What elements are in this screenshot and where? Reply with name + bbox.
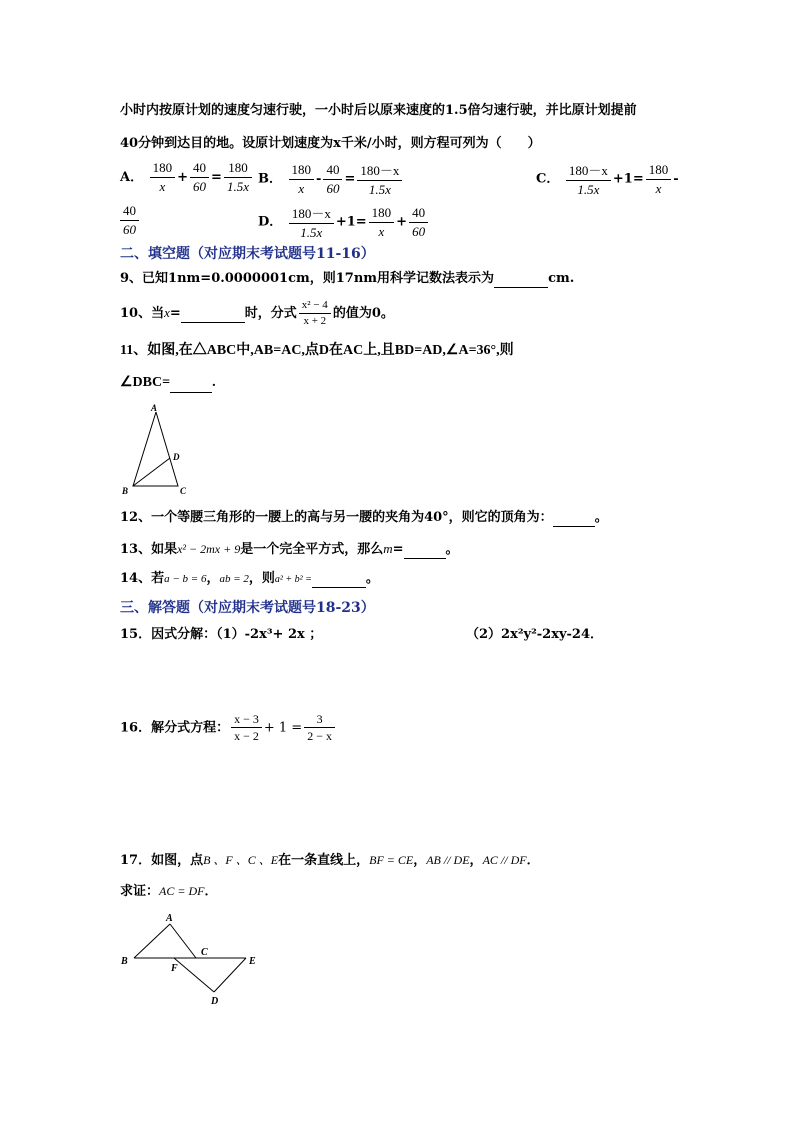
fraction: $\frac{180}{x}$ (150, 160, 176, 195)
q15-part2: （2）2x²y²-2xy-24． (466, 627, 604, 642)
fraction: $\frac{180-x}{1.5x}$ (566, 160, 611, 198)
fraction: $\frac{x - 3}{x - 2}$ (231, 712, 262, 744)
q10: 10、当x= 时，分式 $\frac{\text{x² − 4}}{x + 2}$ 的值为0。 (120, 299, 394, 328)
q8-option-c-wrap (118, 203, 141, 238)
triangle-figure-q11 (118, 400, 198, 500)
answer-blank[interactable] (181, 306, 245, 323)
section-heading-solutions: 三、解答题（对应期末考试题号18-23） (120, 600, 375, 616)
segment-ab (134, 924, 170, 958)
label-a: A (166, 913, 173, 924)
fraction: $\frac{40}{60}$ (190, 160, 209, 195)
figure-q17 (116, 905, 266, 1010)
label-b: B (121, 956, 128, 967)
fraction: $\frac{180-x}{1.5x}$ (357, 160, 402, 198)
q12: 12、一个等腰三角形的一腰上的高与另一腰的夹角为40°，则它的顶角为： 。 (120, 510, 608, 525)
label-b: B (122, 486, 129, 496)
segment-bd (133, 458, 170, 486)
segment-fd (174, 958, 214, 992)
label-d: D (211, 996, 219, 1007)
q14: 14、若a − b = 6，ab = 2，则a² + b² = 。 (120, 571, 379, 586)
option-c-label: C． (536, 171, 560, 187)
q8-option-b: B． $\frac{180}{x}$ - $\frac{40}{60}$ = $\frac{180-x}{1.5x}$ (258, 160, 404, 198)
triangle-abc (133, 412, 178, 486)
q8-option-d: D． $\frac{180-x}{1.5x}$ +1= $\frac{180}{x}$ + $\frac{40}{60}$ (258, 203, 430, 241)
label-a: A (151, 403, 158, 413)
option-a-label: A． (120, 170, 144, 185)
option-d-label: D． (258, 214, 283, 230)
q11-line1: 11、如图,在△ABC中,AB=AC,点D在AC上,且BD=AD,∠A=36°,则 (120, 343, 514, 358)
q8-line2: 40分钟到达目的地。设原计划速度为x千米/小时，则方程可列为（ ） (120, 136, 541, 151)
fraction: $\frac{\text{x² − 4}}{x + 2}$ (299, 299, 331, 328)
fraction: $\frac{40}{60}$ (120, 203, 139, 238)
fraction: $\frac{40}{60}$ (323, 162, 342, 197)
q17-line2: 求证：AC = DF． (120, 884, 218, 899)
fraction: $\frac{180}{x}$ (646, 162, 672, 197)
fraction: $\frac{3}{2 - x}$ (304, 712, 335, 744)
answer-blank[interactable] (312, 571, 366, 588)
segment-de (214, 958, 246, 992)
answer-blank[interactable] (170, 375, 212, 393)
answer-blank[interactable] (494, 271, 548, 288)
label-d: D (173, 452, 180, 462)
q16: 16．解分式方程： $\frac{x - 3}{x - 2}$ + 1 = $\frac{3}{2 - x}$ (120, 712, 337, 744)
fraction: $\frac{40}{60}$ (409, 205, 428, 240)
answer-blank[interactable] (553, 510, 595, 527)
label-c: C (180, 486, 187, 496)
q17-line1: 17．如图，点B 、F 、C 、E在一条直线上，BF = CE，AB // DE，AC // DF． (120, 853, 540, 868)
segment-ac (170, 924, 196, 958)
label-c: C (201, 947, 208, 958)
q9: 9、已知1nm=0.0000001cm，则17nm用科学记数法表示为 cm. (120, 271, 575, 286)
section-heading-fill-in: 二、填空题（对应期末考试题号11-16） (120, 246, 375, 262)
fraction: $\frac{180}{x}$ (289, 162, 315, 197)
label-f: F (171, 963, 178, 974)
q8-line1: 小时内按原计划的速度匀速行驶，一小时后以原来速度的1.5倍匀速行驶，并比原计划提前 (120, 103, 637, 118)
fraction: $\frac{180}{x}$ (369, 205, 395, 240)
q11-line2: ∠DBC= . (120, 375, 216, 393)
q8-option-c: C． $\frac{180-x}{1.5x}$ +1= $\frac{180}{x}$ - (536, 161, 679, 197)
fraction: $\frac{180-x}{1.5x}$ (289, 203, 334, 241)
answer-blank[interactable] (404, 542, 446, 559)
q15-part1: 15．因式分解：（1）-2x³+ 2x ； (120, 627, 323, 642)
q8-option-a: A． $\frac{180}{x}$ + $\frac{40}{60}$ = $\frac{180}{1.5x}$ (120, 160, 254, 195)
label-e: E (249, 956, 256, 967)
fraction: $\frac{180}{1.5x}$ (224, 160, 252, 195)
q13: 13、如果x² − 2mx + 9是一个完全平方式，那么m= 。 (120, 541, 459, 557)
option-b-label: B． (258, 171, 282, 187)
